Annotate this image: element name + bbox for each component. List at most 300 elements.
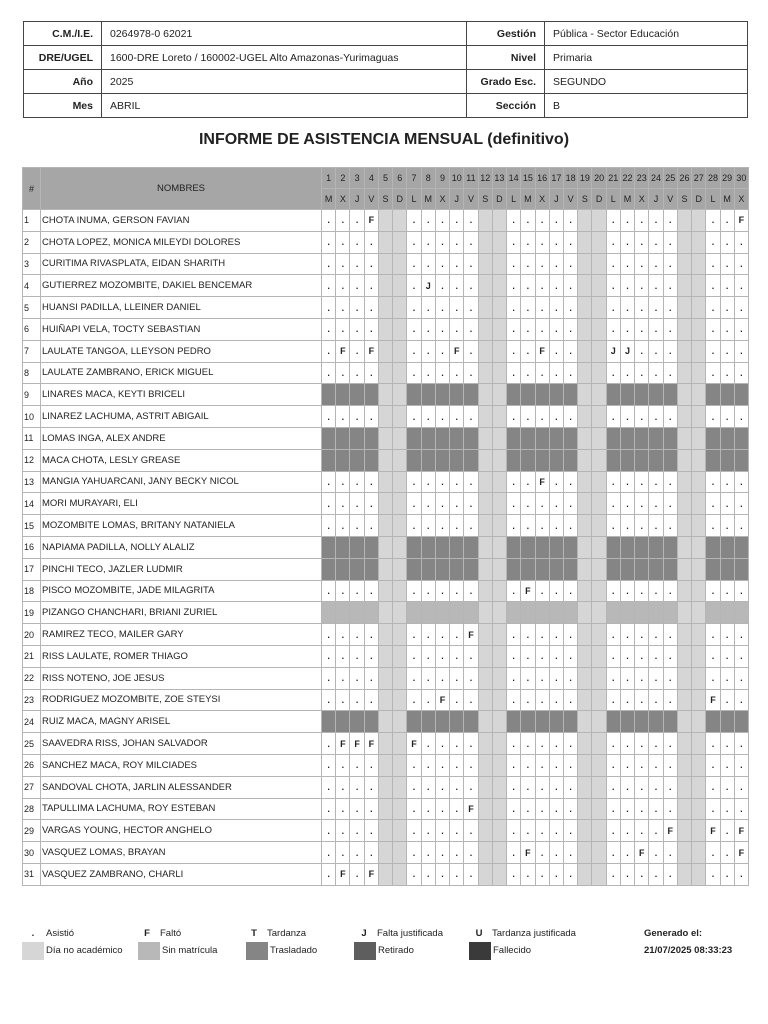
student-row — [23, 820, 749, 842]
attendance-cell: . — [435, 776, 449, 798]
attendance-cell: . — [464, 493, 478, 515]
attendance-cell: . — [464, 863, 478, 885]
attendance-cell: F — [407, 733, 421, 755]
info-label: Gestión — [467, 22, 545, 46]
attendance-cell — [378, 798, 392, 820]
attendance-cell — [336, 449, 350, 471]
attendance-cell — [677, 297, 691, 319]
attendance-cell — [563, 449, 577, 471]
student-row — [23, 536, 749, 558]
attendance-cell: . — [421, 776, 435, 798]
attendance-cell — [592, 798, 606, 820]
attendance-cell — [677, 842, 691, 864]
attendance-cell — [692, 449, 706, 471]
attendance-cell — [364, 711, 378, 733]
attendance-cell: . — [322, 689, 336, 711]
attendance-cell: . — [635, 340, 649, 362]
attendance-cell: . — [663, 776, 677, 798]
attendance-cell: . — [450, 515, 464, 537]
attendance-cell — [492, 471, 506, 493]
attendance-cell: F — [364, 733, 378, 755]
attendance-cell: . — [720, 253, 734, 275]
attendance-cell: . — [407, 275, 421, 297]
attendance-cell — [677, 275, 691, 297]
attendance-cell — [734, 602, 748, 624]
attendance-cell: . — [549, 406, 563, 428]
attendance-cell — [692, 231, 706, 253]
attendance-cell — [692, 689, 706, 711]
attendance-cell — [478, 776, 492, 798]
attendance-cell — [549, 602, 563, 624]
attendance-cell — [692, 558, 706, 580]
attendance-cell: . — [563, 493, 577, 515]
attendance-cell: . — [336, 471, 350, 493]
student-name: RUIZ MACA, MAGNY ARISEL — [41, 711, 322, 733]
attendance-cell: . — [435, 624, 449, 646]
student-name: RISS LAULATE, ROMER THIAGO — [41, 645, 322, 667]
attendance-cell — [492, 558, 506, 580]
student-number: 31 — [23, 863, 41, 885]
attendance-cell — [677, 536, 691, 558]
attendance-cell: . — [435, 645, 449, 667]
student-name: RODRIGUEZ MOZOMBITE, ZOE STEYSI — [41, 689, 322, 711]
attendance-cell: . — [635, 253, 649, 275]
attendance-cell — [478, 667, 492, 689]
attendance-cell: . — [663, 210, 677, 232]
attendance-cell — [592, 275, 606, 297]
attendance-cell — [606, 558, 620, 580]
attendance-cell: . — [407, 471, 421, 493]
attendance-cell — [435, 536, 449, 558]
attendance-cell: F — [464, 624, 478, 646]
attendance-cell: . — [322, 471, 336, 493]
attendance-cell — [578, 384, 592, 406]
weekday-header: V — [364, 189, 378, 210]
attendance-cell: . — [606, 667, 620, 689]
attendance-cell: . — [450, 275, 464, 297]
attendance-cell — [592, 645, 606, 667]
day-number-header: 24 — [649, 168, 663, 189]
attendance-cell — [677, 231, 691, 253]
attendance-cell: F — [336, 340, 350, 362]
attendance-cell: . — [364, 253, 378, 275]
legend — [0, 925, 768, 965]
attendance-cell — [492, 493, 506, 515]
attendance-cell: . — [606, 580, 620, 602]
attendance-cell — [478, 733, 492, 755]
attendance-cell: . — [635, 733, 649, 755]
attendance-cell: F — [350, 733, 364, 755]
student-name: CHOTA INUMA, GERSON FAVIAN — [41, 210, 322, 232]
attendance-cell — [720, 536, 734, 558]
attendance-cell: . — [563, 667, 577, 689]
day-number-header: 18 — [563, 168, 577, 189]
attendance-cell — [478, 318, 492, 340]
attendance-cell — [336, 384, 350, 406]
attendance-cell: . — [620, 645, 634, 667]
attendance-cell: . — [663, 754, 677, 776]
attendance-cell: . — [450, 754, 464, 776]
attendance-cell: . — [563, 580, 577, 602]
student-number: 25 — [23, 733, 41, 755]
attendance-cell — [692, 711, 706, 733]
attendance-cell: . — [464, 667, 478, 689]
attendance-cell: . — [435, 580, 449, 602]
attendance-cell — [350, 384, 364, 406]
attendance-cell: . — [734, 580, 748, 602]
attendance-cell — [478, 558, 492, 580]
legend-color-label: Trasladado — [270, 945, 318, 956]
attendance-cell: . — [535, 624, 549, 646]
attendance-cell: . — [336, 798, 350, 820]
attendance-cell — [706, 602, 720, 624]
attendance-cell — [393, 275, 407, 297]
attendance-cell: . — [435, 733, 449, 755]
attendance-cell — [578, 362, 592, 384]
attendance-cell — [734, 536, 748, 558]
student-name: SAAVEDRA RISS, JOHAN SALVADOR — [41, 733, 322, 755]
attendance-cell: . — [563, 253, 577, 275]
attendance-cell: . — [435, 406, 449, 428]
attendance-cell — [635, 602, 649, 624]
attendance-cell — [364, 449, 378, 471]
student-name: VARGAS YOUNG, HECTOR ANGHELO — [41, 820, 322, 842]
attendance-cell: . — [435, 820, 449, 842]
student-row — [23, 624, 749, 646]
attendance-cell: . — [322, 667, 336, 689]
attendance-cell: . — [435, 210, 449, 232]
attendance-cell — [706, 449, 720, 471]
student-number: 3 — [23, 253, 41, 275]
attendance-cell: . — [407, 624, 421, 646]
attendance-cell: . — [620, 798, 634, 820]
student-row — [23, 275, 749, 297]
attendance-cell — [478, 253, 492, 275]
attendance-cell — [578, 406, 592, 428]
attendance-cell: . — [734, 340, 748, 362]
attendance-cell: . — [620, 689, 634, 711]
attendance-cell — [720, 558, 734, 580]
attendance-cell: . — [535, 689, 549, 711]
attendance-cell: . — [364, 798, 378, 820]
attendance-cell: . — [549, 689, 563, 711]
attendance-cell: . — [563, 340, 577, 362]
attendance-cell: . — [364, 689, 378, 711]
attendance-cell: F — [450, 340, 464, 362]
legend-symbol-label: Tardanza — [267, 928, 307, 939]
attendance-cell — [336, 536, 350, 558]
attendance-cell: . — [663, 863, 677, 885]
info-label: DRE/UGEL — [24, 46, 102, 70]
attendance-cell — [734, 384, 748, 406]
attendance-cell: . — [350, 253, 364, 275]
weekday-header: L — [606, 189, 620, 210]
attendance-cell — [464, 711, 478, 733]
attendance-cell — [393, 515, 407, 537]
info-value: 0264978-0 62021 — [102, 22, 467, 46]
attendance-cell — [378, 297, 392, 319]
info-row — [24, 70, 748, 94]
attendance-cell: . — [649, 798, 663, 820]
attendance-cell: . — [620, 253, 634, 275]
attendance-cell: . — [364, 820, 378, 842]
attendance-cell: . — [649, 624, 663, 646]
student-name: TAPULLIMA LACHUMA, ROY ESTEBAN — [41, 798, 322, 820]
weekday-header: J — [350, 189, 364, 210]
attendance-cell — [692, 798, 706, 820]
attendance-cell: . — [507, 842, 521, 864]
attendance-cell: . — [620, 863, 634, 885]
attendance-cell — [492, 733, 506, 755]
attendance-cell: . — [521, 471, 535, 493]
attendance-cell — [592, 602, 606, 624]
attendance-cell: . — [706, 515, 720, 537]
legend-symbol-label: Faltó — [160, 928, 182, 939]
attendance-cell: . — [507, 297, 521, 319]
attendance-cell: . — [435, 471, 449, 493]
info-label: Año — [24, 70, 102, 94]
attendance-cell: . — [407, 362, 421, 384]
attendance-cell: . — [620, 318, 634, 340]
attendance-cell — [692, 536, 706, 558]
attendance-cell — [677, 253, 691, 275]
attendance-cell — [549, 558, 563, 580]
attendance-cell: . — [649, 362, 663, 384]
attendance-cell: . — [521, 624, 535, 646]
attendance-cell: . — [563, 231, 577, 253]
attendance-cell — [663, 449, 677, 471]
attendance-cell — [720, 427, 734, 449]
attendance-cell: . — [435, 340, 449, 362]
attendance-cell: F — [535, 340, 549, 362]
attendance-cell — [421, 711, 435, 733]
attendance-cell — [677, 318, 691, 340]
attendance-cell — [393, 536, 407, 558]
student-name: LINAREZ LACHUMA, ASTRIT ABIGAIL — [41, 406, 322, 428]
attendance-cell: . — [549, 776, 563, 798]
attendance-cell: . — [535, 580, 549, 602]
attendance-cell: . — [336, 318, 350, 340]
attendance-cell: . — [606, 210, 620, 232]
attendance-cell — [677, 406, 691, 428]
attendance-cell — [364, 384, 378, 406]
attendance-cell: . — [620, 733, 634, 755]
attendance-cell: . — [421, 515, 435, 537]
attendance-cell — [592, 863, 606, 885]
attendance-cell: . — [720, 406, 734, 428]
attendance-cell: . — [663, 297, 677, 319]
attendance-cell — [393, 842, 407, 864]
attendance-cell — [393, 754, 407, 776]
attendance-cell: . — [435, 798, 449, 820]
attendance-cell — [677, 362, 691, 384]
attendance-cell — [507, 602, 521, 624]
weekday-header: J — [450, 189, 464, 210]
attendance-cell — [393, 689, 407, 711]
attendance-cell — [578, 536, 592, 558]
attendance-cell: . — [421, 667, 435, 689]
attendance-cell — [435, 427, 449, 449]
attendance-cell: . — [535, 515, 549, 537]
column-header-names: NOMBRES — [41, 168, 322, 210]
attendance-cell: . — [521, 754, 535, 776]
attendance-cell: . — [635, 863, 649, 885]
attendance-cell — [578, 253, 592, 275]
header-row-days — [23, 168, 749, 189]
weekday-header: V — [663, 189, 677, 210]
attendance-cell: . — [535, 253, 549, 275]
attendance-cell: . — [435, 863, 449, 885]
attendance-cell — [663, 384, 677, 406]
attendance-cell — [378, 493, 392, 515]
attendance-cell — [677, 820, 691, 842]
student-row — [23, 297, 749, 319]
attendance-cell: . — [421, 340, 435, 362]
attendance-cell — [620, 427, 634, 449]
attendance-cell — [478, 798, 492, 820]
attendance-cell — [734, 558, 748, 580]
attendance-cell — [464, 384, 478, 406]
attendance-cell: . — [649, 471, 663, 493]
attendance-cell — [478, 493, 492, 515]
attendance-cell: . — [706, 667, 720, 689]
weekday-header: M — [322, 189, 336, 210]
attendance-cell: . — [535, 645, 549, 667]
attendance-cell: . — [649, 231, 663, 253]
student-row — [23, 580, 749, 602]
student-row — [23, 231, 749, 253]
attendance-cell — [478, 754, 492, 776]
legend-color-label: Sin matrícula — [162, 945, 218, 956]
attendance-cell — [393, 493, 407, 515]
attendance-cell — [322, 536, 336, 558]
student-number: 30 — [23, 842, 41, 864]
attendance-cell — [393, 558, 407, 580]
day-number-header: 4 — [364, 168, 378, 189]
attendance-cell — [677, 384, 691, 406]
attendance-cell: F — [364, 863, 378, 885]
attendance-cell: . — [606, 776, 620, 798]
legend-symbol: F — [144, 928, 150, 939]
attendance-cell: . — [734, 667, 748, 689]
attendance-cell — [378, 863, 392, 885]
attendance-cell: . — [407, 493, 421, 515]
attendance-cell: . — [407, 318, 421, 340]
student-number: 7 — [23, 340, 41, 362]
attendance-cell: . — [464, 842, 478, 864]
attendance-cell: . — [464, 297, 478, 319]
attendance-cell: . — [663, 253, 677, 275]
attendance-cell: . — [549, 297, 563, 319]
attendance-cell: . — [620, 842, 634, 864]
student-name: VASQUEZ ZAMBRANO, CHARLI — [41, 863, 322, 885]
attendance-cell: . — [322, 842, 336, 864]
attendance-cell: . — [507, 820, 521, 842]
attendance-cell: . — [421, 863, 435, 885]
attendance-cell — [478, 210, 492, 232]
attendance-cell: . — [706, 253, 720, 275]
attendance-cell: . — [322, 798, 336, 820]
info-value: 1600-DRE Loreto / 160002-UGEL Alto Amazonas-Yurimaguas — [102, 46, 467, 70]
attendance-cell: . — [563, 733, 577, 755]
attendance-cell: . — [421, 842, 435, 864]
attendance-cell — [378, 515, 392, 537]
weekday-header: D — [692, 189, 706, 210]
attendance-cell — [692, 820, 706, 842]
legend-symbol: J — [361, 928, 367, 939]
student-row — [23, 362, 749, 384]
student-name: PIZANGO CHANCHARI, BRIANI ZURIEL — [41, 602, 322, 624]
column-header-number: # — [23, 168, 41, 210]
attendance-cell: . — [450, 776, 464, 798]
student-row — [23, 558, 749, 580]
attendance-cell: . — [364, 624, 378, 646]
attendance-cell: . — [350, 580, 364, 602]
student-name: LAULATE ZAMBRANO, ERICK MIGUEL — [41, 362, 322, 384]
attendance-cell: . — [620, 776, 634, 798]
attendance-cell: . — [322, 406, 336, 428]
attendance-cell — [435, 711, 449, 733]
attendance-cell — [620, 384, 634, 406]
attendance-cell: . — [649, 210, 663, 232]
attendance-cell — [734, 711, 748, 733]
day-number-header: 17 — [549, 168, 563, 189]
attendance-cell: F — [464, 798, 478, 820]
attendance-cell — [578, 210, 592, 232]
attendance-cell: . — [507, 754, 521, 776]
attendance-cell — [350, 711, 364, 733]
attendance-cell: . — [450, 580, 464, 602]
attendance-cell: . — [706, 580, 720, 602]
attendance-cell: . — [407, 231, 421, 253]
attendance-cell — [478, 275, 492, 297]
attendance-cell: . — [606, 624, 620, 646]
attendance-cell: . — [322, 624, 336, 646]
attendance-cell — [635, 427, 649, 449]
attendance-cell: . — [450, 210, 464, 232]
attendance-cell — [677, 863, 691, 885]
attendance-cell: . — [322, 253, 336, 275]
attendance-cell — [578, 645, 592, 667]
attendance-cell: . — [563, 362, 577, 384]
attendance-cell: . — [421, 645, 435, 667]
attendance-cell: . — [435, 253, 449, 275]
attendance-cell — [450, 602, 464, 624]
attendance-cell: . — [421, 210, 435, 232]
attendance-cell — [492, 798, 506, 820]
attendance-cell — [692, 253, 706, 275]
attendance-cell: . — [364, 318, 378, 340]
attendance-cell — [592, 318, 606, 340]
attendance-cell: . — [322, 493, 336, 515]
attendance-cell — [507, 384, 521, 406]
attendance-cell — [435, 558, 449, 580]
attendance-cell: . — [507, 689, 521, 711]
attendance-cell: . — [635, 318, 649, 340]
student-number: 16 — [23, 536, 41, 558]
weekday-header: M — [421, 189, 435, 210]
attendance-cell — [578, 275, 592, 297]
attendance-cell — [393, 645, 407, 667]
attendance-cell: . — [521, 340, 535, 362]
attendance-cell — [620, 711, 634, 733]
attendance-cell — [364, 602, 378, 624]
attendance-cell: . — [563, 776, 577, 798]
attendance-cell: . — [535, 210, 549, 232]
attendance-cell: . — [521, 863, 535, 885]
attendance-cell — [478, 536, 492, 558]
attendance-cell — [322, 711, 336, 733]
